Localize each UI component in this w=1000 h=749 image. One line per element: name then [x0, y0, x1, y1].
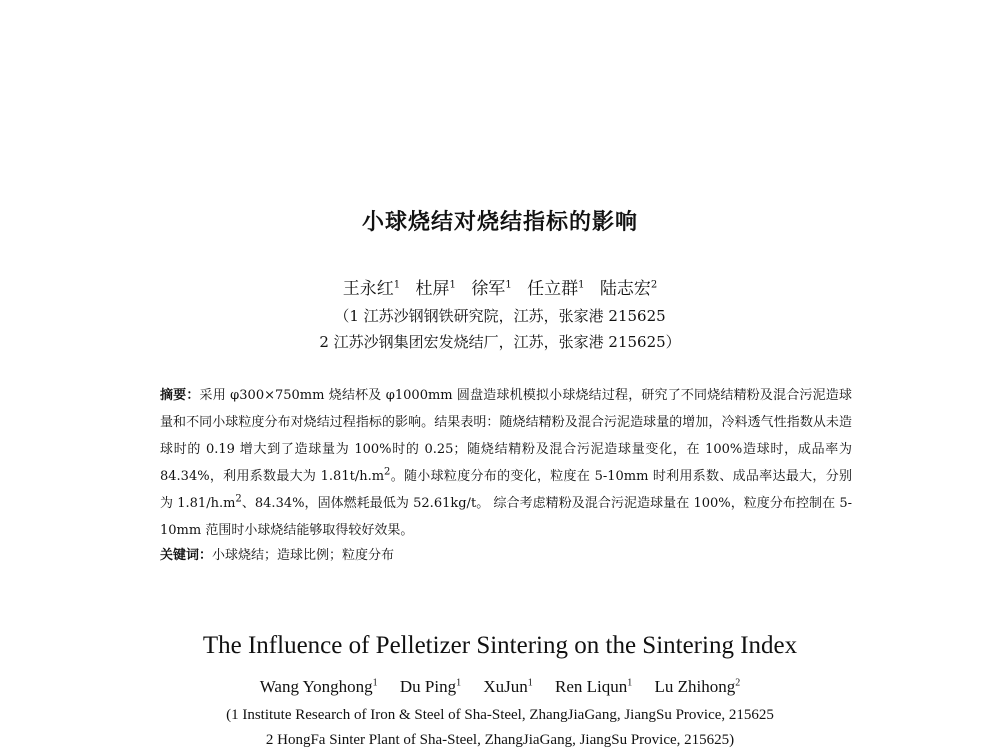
- author-en: Lu Zhihong$^2$: [654, 677, 741, 696]
- abstract-label: 摘要：: [160, 388, 200, 403]
- author-cn: 陆志宏$^2$: [599, 279, 658, 299]
- chinese-affiliation-1: （1 江苏沙钢钢铁研究院，江苏，张家港 215625: [334, 307, 666, 325]
- keywords-label: 关键词：: [160, 548, 213, 563]
- chinese-abstract: [160, 382, 852, 544]
- chinese-title: 小球烧结对烧结指标的影响: [361, 210, 638, 235]
- chinese-keywords: [160, 545, 852, 567]
- author-en: Wang Yonghong$^1$: [259, 677, 378, 696]
- abstract-sup-1: 2: [384, 466, 391, 478]
- author-en: Ren Liqun$^1$: [555, 677, 633, 696]
- author-en: Du Ping$^1$: [399, 677, 462, 696]
- author-cn: 杜屏$^1$: [415, 279, 456, 299]
- english-title: The Influence of Pelletizer Sintering on the Sintering Index: [202, 632, 798, 659]
- chinese-affiliation-2: 2 江苏沙钢集团宏发烧结厂，江苏，张家港 215625）: [319, 333, 681, 351]
- keywords-text: 小球烧结；造球比例；粒度分布: [212, 548, 395, 563]
- chinese-author-list: [0, 274, 1000, 299]
- abstract-text-2: 。随小球粒度分布的变化，粒度在 5-10mm 时利用系数、成品率达最大，分别为 1.81/h.m: [160, 469, 852, 511]
- author-cn: 徐军$^1$: [471, 279, 512, 299]
- author-cn: 任立群$^1$: [527, 279, 585, 299]
- abstract-sup-2: 2: [235, 493, 242, 505]
- author-cn: 王永红$^1$: [342, 279, 401, 299]
- english-author-list: [0, 677, 1000, 697]
- author-en: XuJun$^1$: [483, 677, 533, 696]
- abstract-text-3: 、84.34%，固体燃耗最低为 52.61kg/t。 综合考虑精粉及混合污泥造球量在 100%，粒度分布控制在 5-10mm 范围时小球烧结能够取得较好效果。: [160, 496, 852, 538]
- abstract-text-1: 采用 φ300×750mm 烧结杯及 φ1000mm 圆盘造球机模拟小球烧结过程，研究了不同烧结精粉及混合污泥造球量和不同小球粒度分布对烧结过程指标的影响。结果表明：随烧结精粉及混合污泥造球量的增加，冷料透气性指数从未造球时的 0.19 增大到了造球量为 100%时的 0.25；随烧结精粉及混合污泥造球量变化，在 100%造球时，成品率为 84.34%，利用系数最大为 1.81t/h.m: [160, 388, 852, 484]
- english-affiliation-1: (1 Institute Research of Iron & Steel of Sha-Steel, ZhangJiaGang, JiangSu Provice, 215625: [226, 707, 774, 723]
- english-affiliation-2: 2 HongFa Sinter Plant of Sha-Steel, ZhangJiaGang, JiangSu Provice, 215625): [265, 732, 735, 748]
